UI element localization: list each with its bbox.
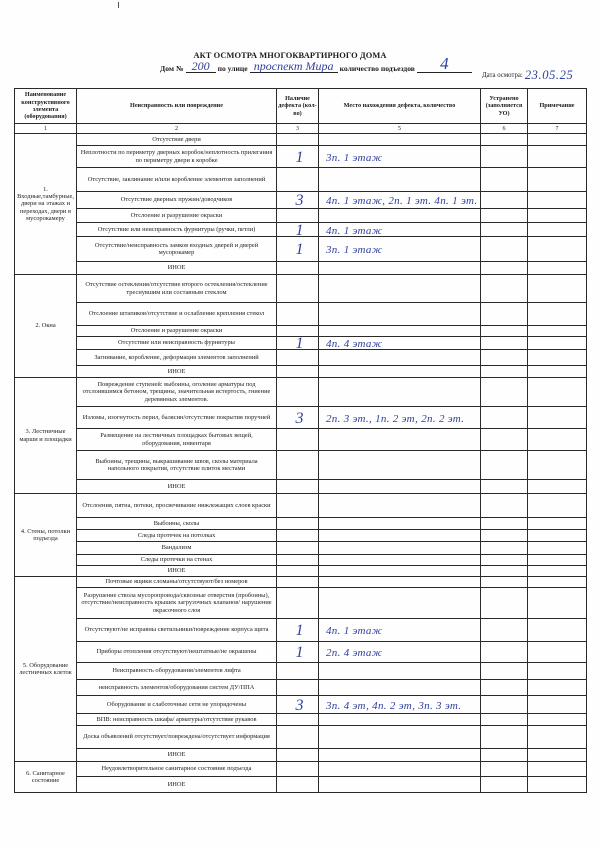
note-cell: [528, 223, 587, 237]
section-label: 1. Входные,тамбурные, двери на этажах и переходах, двери в мусорокамеру: [15, 134, 77, 275]
defect-description: Отслоение и разрушение окраски: [77, 326, 277, 337]
defect-location: 3п. 1 этаж: [326, 151, 383, 164]
defect-location-cell: [319, 223, 481, 237]
defect-description: ИНОЕ: [77, 749, 277, 762]
fixed-by-uo-cell: [481, 192, 528, 209]
defect-description: Отсутствие или неисправность фурнитуры: [77, 337, 277, 350]
defect-location-cell: [319, 378, 481, 407]
table-row: [15, 619, 587, 642]
defect-count-cell: [277, 619, 319, 642]
defect-count-cell: [277, 209, 319, 223]
note-cell: [528, 480, 587, 494]
defect-location: 3п. 4 эт, 4п. 2 эт, 3п. 3 эт.: [326, 699, 462, 712]
defect-description: Загнивание, коробление, деформация элементов заполнений: [77, 350, 277, 366]
defect-count-cell: [277, 726, 319, 749]
fixed-by-uo-cell: [481, 726, 528, 749]
defect-count-cell: [277, 223, 319, 237]
defect-description: Отслоения, пятна, потеки, просвечивание нижлежащих слоев краски: [77, 494, 277, 518]
table-row: [15, 337, 587, 350]
defect-count-cell: [277, 429, 319, 451]
fixed-by-uo-cell: [481, 777, 528, 793]
defect-description: Неудовлетворительное санитарное состояние подъезда: [77, 762, 277, 777]
defect-location-cell: [319, 480, 481, 494]
defect-location-cell: [319, 642, 481, 663]
defect-description: Приборы отопления отсутствуют/нештатные/не окрашены: [77, 642, 277, 663]
fixed-by-uo-cell: [481, 134, 528, 146]
note-cell: [528, 577, 587, 588]
fixed-by-uo-cell: [481, 350, 528, 366]
fixed-by-uo-cell: [481, 663, 528, 680]
defect-count: 3: [295, 192, 304, 209]
fixed-by-uo-cell: [481, 366, 528, 378]
table-row: [15, 366, 587, 378]
column-number: 6: [481, 124, 528, 134]
defect-description: Следы протечки на стенах: [77, 555, 277, 566]
note-cell: [528, 350, 587, 366]
defect-description: Отсутствие/неисправность замков входных дверей и дверей мусорокамер: [77, 237, 277, 262]
defect-count-cell: [277, 378, 319, 407]
table-row: [15, 530, 587, 542]
defect-location-cell: [319, 696, 481, 714]
defect-location: 4п. 4 этаж: [326, 338, 383, 350]
column-header-count: Наличие дефекта (кол-во): [277, 89, 319, 124]
defect-description: ВПВ: неисправность шкафа/ арматуры/отсутствие рукавов: [77, 714, 277, 726]
defect-description: неисправность элементов/оборудования систем ДУ/ППА: [77, 680, 277, 696]
fixed-by-uo-cell: [481, 146, 528, 168]
defect-location-cell: [319, 337, 481, 350]
table-row: [15, 262, 587, 275]
table-row: [15, 726, 587, 749]
table-row: [15, 237, 587, 262]
column-number: 7: [528, 124, 587, 134]
note-cell: [528, 209, 587, 223]
note-cell: [528, 663, 587, 680]
section-label: 2. Окна: [15, 275, 77, 378]
note-cell: [528, 749, 587, 762]
table-row: [15, 542, 587, 555]
defect-description: Размещение на лестничных площадках бытовых вещей, оборудования, инвентаря: [77, 429, 277, 451]
note-cell: [528, 566, 587, 577]
fixed-by-uo-cell: [481, 542, 528, 555]
table-row: [15, 168, 587, 192]
defect-count: 1: [295, 644, 304, 661]
defect-location-cell: [319, 326, 481, 337]
note-cell: [528, 696, 587, 714]
defect-description: ИНОЕ: [77, 366, 277, 378]
defect-description: Отсутствие дверных пружин/доводчиков: [77, 192, 277, 209]
defect-count-cell: [277, 749, 319, 762]
defect-location-cell: [319, 749, 481, 762]
note-cell: [528, 542, 587, 555]
document-title: АКТ ОСМОТРА МНОГОКВАРТИРНОГО ДОМА: [193, 51, 387, 60]
table-row: [15, 714, 587, 726]
table-row: [15, 680, 587, 696]
section-label: 5. Оборудование лестничных клеток: [15, 577, 77, 762]
fixed-by-uo-cell: [481, 588, 528, 619]
defect-count-cell: [277, 134, 319, 146]
note-cell: [528, 146, 587, 168]
defect-description: ИНОЕ: [77, 566, 277, 577]
table-row: [15, 494, 587, 518]
table-row: [15, 696, 587, 714]
fixed-by-uo-cell: [481, 275, 528, 303]
defect-location-cell: [319, 407, 481, 429]
defect-location-cell: [319, 451, 481, 480]
defect-location-cell: [319, 777, 481, 793]
defect-location-cell: [319, 134, 481, 146]
defect-count-cell: [277, 555, 319, 566]
table-row: [15, 275, 587, 303]
defect-location: 4п. 1 этаж: [326, 625, 383, 637]
defect-description: Неплотности по периметру дверных коробок/неплотность прилегания по периметру двери к коробке: [77, 146, 277, 168]
defect-count-cell: [277, 350, 319, 366]
fixed-by-uo-cell: [481, 451, 528, 480]
note-cell: [528, 378, 587, 407]
column-header-note: Примечание: [528, 89, 587, 124]
defect-description: Отслоение штапиков/отсутствие и ослабление крепления стекол: [77, 303, 277, 326]
fixed-by-uo-cell: [481, 223, 528, 237]
defect-count-cell: [277, 275, 319, 303]
table-row: [15, 407, 587, 429]
defect-description: Отсутствие остекления/отсутствие второго остекления/остекление треснувшим или составным стеклом: [77, 275, 277, 303]
note-cell: [528, 588, 587, 619]
defect-description: Вандализм: [77, 542, 277, 555]
defect-location-cell: [319, 192, 481, 209]
fixed-by-uo-cell: [481, 530, 528, 542]
defect-location: 3п. 1 этаж: [326, 244, 383, 256]
inspection-table: [14, 88, 587, 793]
fixed-by-uo-cell: [481, 237, 528, 262]
defect-count-cell: [277, 480, 319, 494]
note-cell: [528, 429, 587, 451]
fixed-by-uo-cell: [481, 566, 528, 577]
defect-description: Отсутствие или неисправность фурнитуры (ручки, петли): [77, 223, 277, 237]
fixed-by-uo-cell: [481, 209, 528, 223]
defect-location: 2п. 4 этаж: [326, 647, 383, 659]
table-row: [15, 577, 587, 588]
column-header-fixed: Устранено (заполняется УО): [481, 89, 528, 124]
defect-count: 3: [295, 696, 304, 714]
note-cell: [528, 326, 587, 337]
defect-location-cell: [319, 350, 481, 366]
table-row: [15, 303, 587, 326]
defect-description: Отсутствуют/не исправны светильники/повреждение корпуса щита: [77, 619, 277, 642]
note-cell: [528, 407, 587, 429]
defect-description: Отслоение и разрушение окраски: [77, 209, 277, 223]
fixed-by-uo-cell: [481, 714, 528, 726]
defect-description: ИНОЕ: [77, 777, 277, 793]
defect-count: 1: [295, 622, 304, 639]
defect-count-cell: [277, 337, 319, 350]
defect-count: 1: [295, 335, 304, 352]
column-number: 1: [15, 124, 77, 134]
fixed-by-uo-cell: [481, 407, 528, 429]
note-cell: [528, 726, 587, 749]
column-number: 3: [277, 124, 319, 134]
defect-count-cell: [277, 680, 319, 696]
inspection-date-value: 23.05.25: [524, 68, 574, 82]
note-cell: [528, 303, 587, 326]
table-row: [15, 378, 587, 407]
section-label: 3. Лестничные марши и площадки: [15, 378, 77, 494]
defect-location-cell: [319, 714, 481, 726]
defect-count-cell: [277, 192, 319, 209]
defect-count: 1: [295, 148, 304, 166]
fixed-by-uo-cell: [481, 262, 528, 275]
table-row: [15, 749, 587, 762]
table-row: [15, 223, 587, 237]
defect-location-cell: [319, 726, 481, 749]
defect-count-cell: [277, 542, 319, 555]
street-field: [250, 60, 338, 73]
defect-location-cell: [319, 588, 481, 619]
defect-location: 2п. 3 эт., 1п. 2 эт, 2п. 2 эт.: [326, 412, 465, 425]
table-row: [15, 134, 587, 146]
note-cell: [528, 518, 587, 530]
fixed-by-uo-cell: [481, 642, 528, 663]
defect-location-cell: [319, 366, 481, 378]
defect-description: Повреждение ступеней: выбоины, оголение арматуры под отслоившимся бетоном, трещины, значительная истертость, гниение деревянных элементов.: [77, 378, 277, 407]
note-cell: [528, 642, 587, 663]
fixed-by-uo-cell: [481, 480, 528, 494]
table-row: [15, 588, 587, 619]
table-row: [15, 777, 587, 793]
fixed-by-uo-cell: [481, 303, 528, 326]
table-row: [15, 663, 587, 680]
defect-count-cell: [277, 642, 319, 663]
note-cell: [528, 777, 587, 793]
fixed-by-uo-cell: [481, 749, 528, 762]
defect-description: Неисправность оборудования/элементов лифта: [77, 663, 277, 680]
table-row: [15, 192, 587, 209]
defect-count-cell: [277, 663, 319, 680]
note-cell: [528, 237, 587, 262]
defect-location-cell: [319, 577, 481, 588]
table-row: [15, 350, 587, 366]
house-number: 200: [191, 59, 210, 73]
note-cell: [528, 275, 587, 303]
table-header-row: [15, 89, 587, 124]
defect-description: Разрушение ствола мусоропровода/сквозные отверстия (пробоины), отсутствие/неисправность крышек загрузочных клапанов/ нарушение окрасочного слоя: [77, 588, 277, 619]
column-header-defect: Неисправность или повреждение: [77, 89, 277, 124]
fixed-by-uo-cell: [481, 337, 528, 350]
table-row: [15, 146, 587, 168]
defect-description: ИНОЕ: [77, 262, 277, 275]
defect-description: Доска объявлений отсутствует/повреждена/отсутствует информация: [77, 726, 277, 749]
defect-count-cell: [277, 714, 319, 726]
fixed-by-uo-cell: [481, 494, 528, 518]
section-label: 6. Санитарное состояние: [15, 762, 77, 793]
inspection-table-body: [15, 134, 587, 793]
defect-count-cell: [277, 530, 319, 542]
defect-description: Отсутствие двери: [77, 134, 277, 146]
note-cell: [528, 530, 587, 542]
defect-count-cell: [277, 303, 319, 326]
defect-count-cell: [277, 577, 319, 588]
defect-description: Оборудование и слаботочные сети не упорядочены: [77, 696, 277, 714]
note-cell: [528, 451, 587, 480]
scan-mark: [118, 2, 119, 8]
defect-location-cell: [319, 146, 481, 168]
fixed-by-uo-cell: [481, 555, 528, 566]
fixed-by-uo-cell: [481, 577, 528, 588]
column-number: 2: [77, 124, 277, 134]
defect-description: ИНОЕ: [77, 480, 277, 494]
defect-location-cell: [319, 275, 481, 303]
fixed-by-uo-cell: [481, 696, 528, 714]
note-cell: [528, 366, 587, 378]
defect-count-cell: [277, 262, 319, 275]
table-row: [15, 518, 587, 530]
defect-description: Изломы, изогнутость перил, балясин/отсутствие покрытия поручней: [77, 407, 277, 429]
defect-location-cell: [319, 619, 481, 642]
fixed-by-uo-cell: [481, 518, 528, 530]
defect-count: 1: [295, 241, 304, 258]
defect-location-cell: [319, 262, 481, 275]
note-cell: [528, 192, 587, 209]
note-cell: [528, 619, 587, 642]
defect-location-cell: [319, 762, 481, 777]
defect-count: 1: [295, 221, 304, 239]
defect-location-cell: [319, 542, 481, 555]
table-row: [15, 642, 587, 663]
street-name: проспект Мира: [253, 59, 334, 73]
defect-count-cell: [277, 762, 319, 777]
note-cell: [528, 762, 587, 777]
defect-description: Следы протечек на потолках: [77, 530, 277, 542]
table-row: [15, 762, 587, 777]
fixed-by-uo-cell: [481, 619, 528, 642]
defect-count-cell: [277, 451, 319, 480]
defect-location-cell: [319, 303, 481, 326]
column-header-element: Наименование конструктивного элемента (оборудования): [15, 89, 77, 124]
defect-location-cell: [319, 168, 481, 192]
table-row: [15, 451, 587, 480]
defect-location-cell: [319, 429, 481, 451]
defect-count-cell: [277, 588, 319, 619]
note-cell: [528, 680, 587, 696]
fixed-by-uo-cell: [481, 680, 528, 696]
house-label: Дом №: [160, 64, 184, 73]
entrances-label: количество подъездов: [339, 64, 415, 73]
defect-count-cell: [277, 407, 319, 429]
defect-location-cell: [319, 518, 481, 530]
defect-count-cell: [277, 237, 319, 262]
defect-count-cell: [277, 168, 319, 192]
defect-location-cell: [319, 530, 481, 542]
defect-count-cell: [277, 146, 319, 168]
column-header-location: Место нахождения дефекта, количество: [319, 89, 481, 124]
fixed-by-uo-cell: [481, 326, 528, 337]
fixed-by-uo-cell: [481, 762, 528, 777]
defect-location-cell: [319, 555, 481, 566]
defect-count-cell: [277, 696, 319, 714]
note-cell: [528, 337, 587, 350]
note-cell: [528, 494, 587, 518]
inspection-date-label: Дата осмотра:: [482, 72, 523, 79]
table-row: [15, 209, 587, 223]
defect-count-cell: [277, 366, 319, 378]
street-label: по улице: [217, 64, 248, 73]
note-cell: [528, 168, 587, 192]
defect-description: Почтовые ящики сломаны/отсутствуют/без номеров: [77, 577, 277, 588]
entrances-field: [417, 54, 472, 73]
note-cell: [528, 262, 587, 275]
column-number-row: [15, 124, 587, 134]
defect-location: 4п. 1 этаж, 2п. 1 эт. 4п. 1 эт.: [326, 195, 478, 207]
inspection-date-line: [482, 68, 573, 80]
note-cell: [528, 714, 587, 726]
defect-location-cell: [319, 237, 481, 262]
defect-location-cell: [319, 566, 481, 577]
defect-count-cell: [277, 494, 319, 518]
defect-count-cell: [277, 566, 319, 577]
defect-location-cell: [319, 663, 481, 680]
defect-count: 3: [295, 409, 304, 427]
entrances-count: 4: [440, 54, 449, 73]
fixed-by-uo-cell: [481, 378, 528, 407]
defect-description: Отсутствие, заклинание и/или коробление элементов заполнений: [77, 168, 277, 192]
fixed-by-uo-cell: [481, 168, 528, 192]
table-row: [15, 480, 587, 494]
defect-location: 4п. 1 этаж: [326, 224, 383, 237]
defect-location-cell: [319, 209, 481, 223]
section-label: 4. Стены, потолки подъезда: [15, 494, 77, 577]
table-row: [15, 555, 587, 566]
note-cell: [528, 555, 587, 566]
defect-location-cell: [319, 494, 481, 518]
note-cell: [528, 134, 587, 146]
fixed-by-uo-cell: [481, 429, 528, 451]
defect-description: Выбоины, сколы: [77, 518, 277, 530]
defect-location-cell: [319, 680, 481, 696]
table-row: [15, 566, 587, 577]
house-number-field: [186, 60, 216, 73]
table-row: [15, 429, 587, 451]
column-number: 5: [319, 124, 481, 134]
defect-description: Выбоины, трещины, выкрашивание швов, сколы материала напольного покрытия, отсутствие плиток местами: [77, 451, 277, 480]
defect-count-cell: [277, 518, 319, 530]
defect-count-cell: [277, 777, 319, 793]
